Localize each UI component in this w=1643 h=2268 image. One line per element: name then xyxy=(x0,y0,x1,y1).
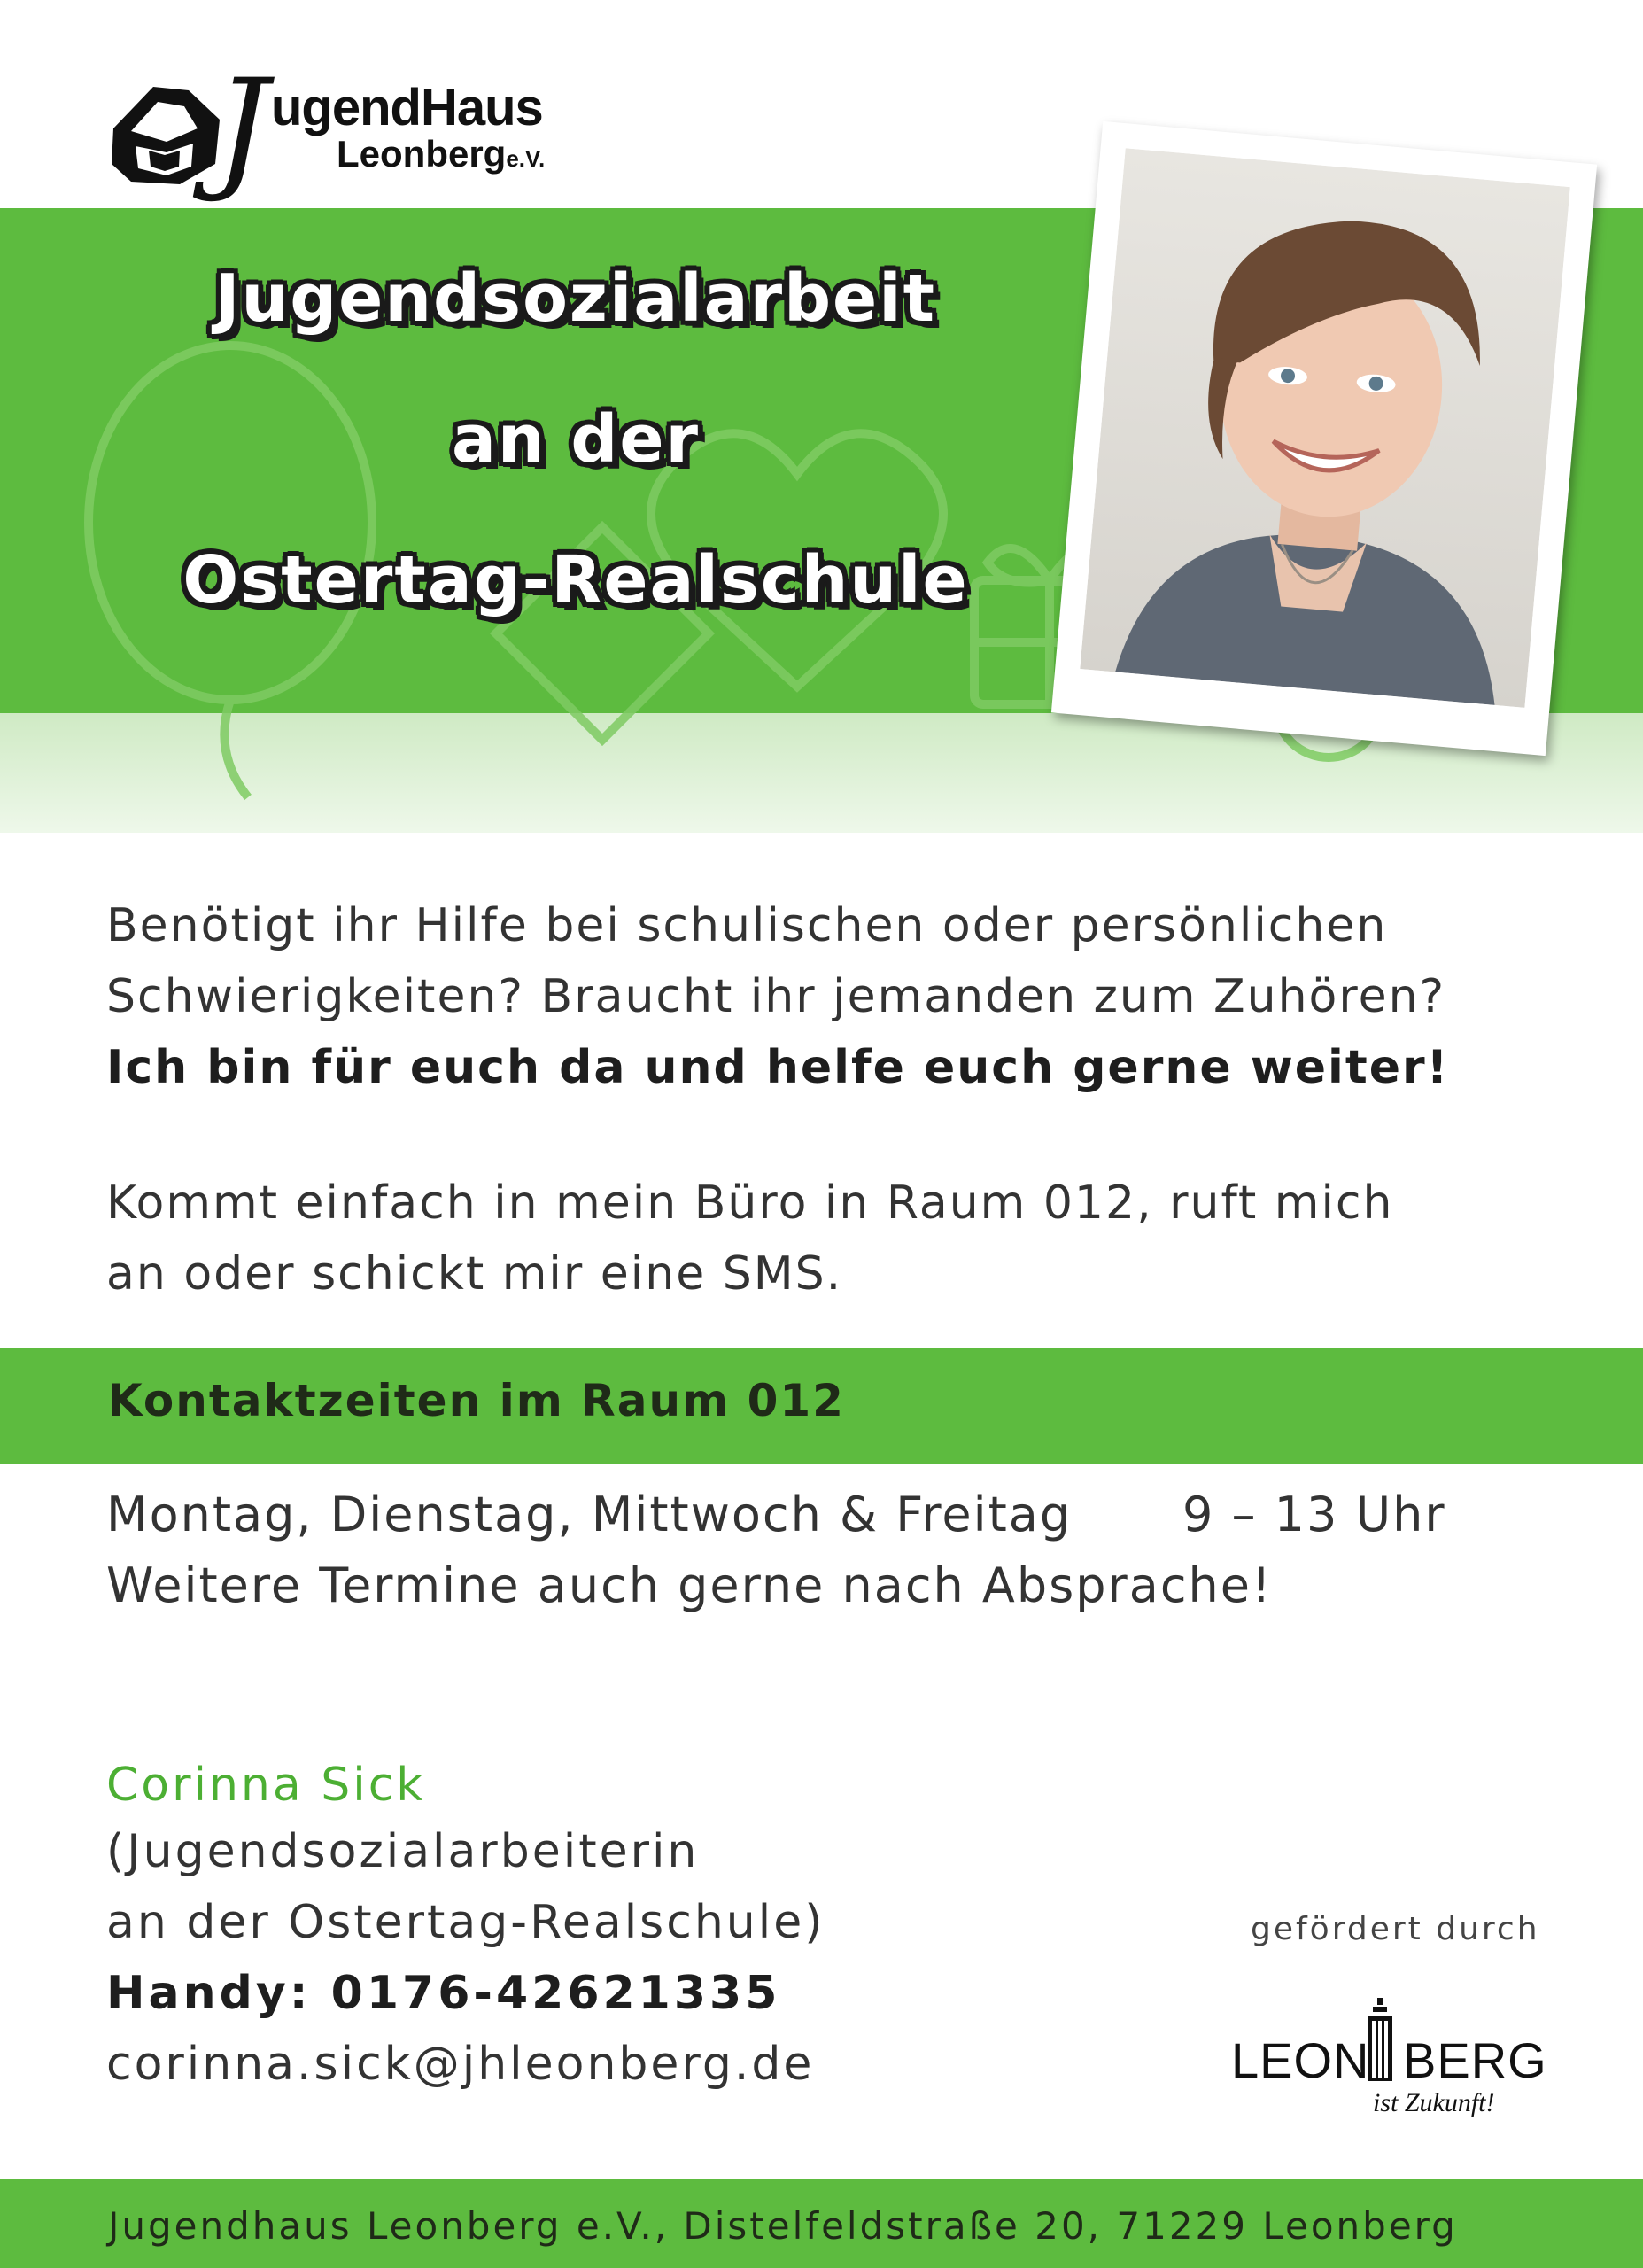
sponsor-name-left: LEON xyxy=(1231,2032,1370,2088)
logo-bottom-text xyxy=(337,133,545,175)
intro-paragraph xyxy=(106,890,1559,1103)
sponsor-label: gefördert durch xyxy=(1251,1911,1540,1947)
headline-line-1: Jugendsozialarbeit xyxy=(215,260,936,337)
house-logo-icon xyxy=(105,80,229,190)
office-hours-note: Weitere Termine auch gerne nach Absprache! xyxy=(106,1557,1273,1613)
logo-j-letter: J xyxy=(215,51,269,206)
contact-email: corinna.sick@jhleonberg.de xyxy=(106,2038,815,2091)
headline xyxy=(97,260,1054,688)
invite-paragraph xyxy=(106,1168,1559,1309)
portrait-photo xyxy=(1051,121,1597,756)
contact-role-line-1: (Jugendsozialarbeiterin xyxy=(106,1825,700,1878)
headline-line-3: Ostertag-Realschule xyxy=(182,542,969,618)
intro-line-2: Schwierigkeiten? Braucht ihr jemanden zum Zuhören? xyxy=(106,970,1446,1023)
intro-line-3: Ich bin für euch da und helfe euch gerne weiter! xyxy=(106,1041,1450,1094)
office-hours: 9 – 13 Uhr xyxy=(1182,1487,1446,1542)
invite-line-1: Kommt einfach in mein Büro in Raum 012, ruft mich xyxy=(106,1177,1394,1230)
logo-town: Leonberg xyxy=(337,133,507,175)
jugendhaus-logo xyxy=(105,51,601,206)
portrait-image xyxy=(1080,148,1570,708)
office-hours-row xyxy=(106,1480,1559,1550)
contact-times-heading: Kontaktzeiten im Raum 012 xyxy=(108,1375,845,1426)
footer-address: Jugendhaus Leonberg e.V., Distelfeldstraße 20, 71229 Leonberg xyxy=(108,2204,1458,2248)
leonberg-logo xyxy=(1231,1998,1559,2122)
contact-name: Corinna Sick xyxy=(106,1759,426,1812)
logo-top-text: ugendHaus xyxy=(271,79,543,136)
headline-line-2: an der xyxy=(451,401,701,478)
sponsor-tagline: ist Zukunft! xyxy=(1373,2088,1495,2117)
invite-line-2: an oder schickt mir eine SMS. xyxy=(106,1247,843,1301)
office-days: Montag, Dienstag, Mittwoch & Freitag xyxy=(106,1487,1073,1542)
intro-line-1: Benötigt ihr Hilfe bei schulischen oder persönlichen xyxy=(106,899,1388,952)
logo-suffix: e.V. xyxy=(506,145,546,172)
contact-role-line-2: an der Ostertag-Realschule) xyxy=(106,1896,825,1949)
contact-phone: Handy: 0176-42621335 xyxy=(106,1967,781,2020)
sponsor-name-right: BERG xyxy=(1403,2032,1547,2088)
